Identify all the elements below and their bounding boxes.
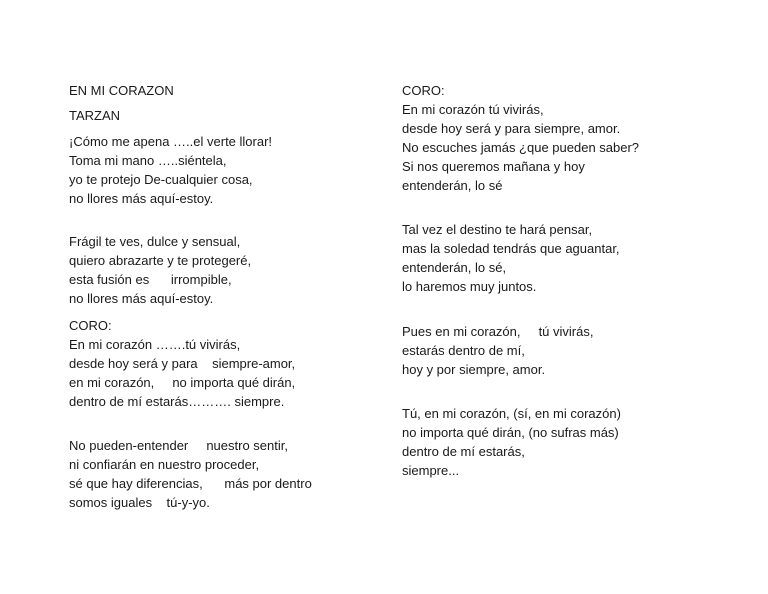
verse-line: En mi corazón tú vivirás, [402, 102, 544, 117]
song-title [69, 81, 389, 100]
verse-line: en mi corazón, no importa qué dirán, [69, 375, 296, 390]
verse-line: lo haremos muy juntos. [402, 279, 537, 294]
verse-line: hoy y por siempre, amor. [402, 362, 546, 377]
verse-line: Pues en mi corazón, tú vivirás, [402, 324, 594, 339]
verse-line: somos iguales tú-y-yo. [69, 495, 210, 510]
verse-line: desde hoy será y para siempre, amor. [402, 121, 621, 136]
verse-line: Tal vez el destino te hará pensar, [402, 222, 593, 237]
song-author [69, 106, 389, 125]
verse-line: Si nos queremos mañana y hoy [402, 159, 585, 174]
verse-line: No pueden-entender nuestro sentir, [69, 438, 288, 453]
verse-line: Frágil te ves, dulce y sensual, [69, 234, 241, 249]
verse-line: ¡Cómo me apena …..el verte llorar! [69, 134, 273, 149]
verse-line: no llores más aquí-estoy. [69, 191, 214, 206]
verse-line: sé que hay diferencias, más por dentro [69, 476, 312, 491]
verse-line: yo te protejo De-cualquier cosa, [69, 172, 253, 187]
stanza [69, 132, 389, 208]
verse-line: entenderán, lo sé, [402, 260, 507, 275]
stanza-chorus [402, 81, 722, 195]
stanza [402, 404, 722, 480]
verse-line: Toma mi mano …..siéntela, [69, 153, 227, 168]
verse-line: En mi corazón …….tú vivirás, [69, 337, 241, 352]
verse-line: CORO: [69, 318, 112, 333]
verse-line: dentro de mí estarás………. siempre. [69, 394, 285, 409]
song-title-text: EN MI CORAZON [69, 83, 174, 98]
verse-line: CORO: [402, 83, 445, 98]
verse-line: desde hoy será y para siempre-amor, [69, 356, 296, 371]
verse-line: mas la soledad tendrás que aguantar, [402, 241, 620, 256]
verse-line: no importa qué dirán, (no sufras más) [402, 425, 619, 440]
verse-line: entenderán, lo sé [402, 178, 503, 193]
verse-line: no llores más aquí-estoy. [69, 291, 214, 306]
verse-line: estarás dentro de mí, [402, 343, 525, 358]
stanza [69, 232, 389, 308]
stanza [402, 220, 722, 296]
verse-line: No escuches jamás ¿que pueden saber? [402, 140, 640, 155]
stanza [69, 436, 389, 512]
stanza-chorus [69, 316, 389, 411]
verse-line: Tú, en mi corazón, (sí, en mi corazón) [402, 406, 621, 421]
verse-line: ni confiarán en nuestro proceder, [69, 457, 260, 472]
verse-line: quiero abrazarte y te protegeré, [69, 253, 252, 268]
verse-line: esta fusión es irrompible, [69, 272, 232, 287]
verse-line: dentro de mí estarás, [402, 444, 525, 459]
stanza [402, 322, 722, 379]
song-author-text: TARZAN [69, 108, 121, 123]
verse-line: siempre... [402, 463, 460, 478]
